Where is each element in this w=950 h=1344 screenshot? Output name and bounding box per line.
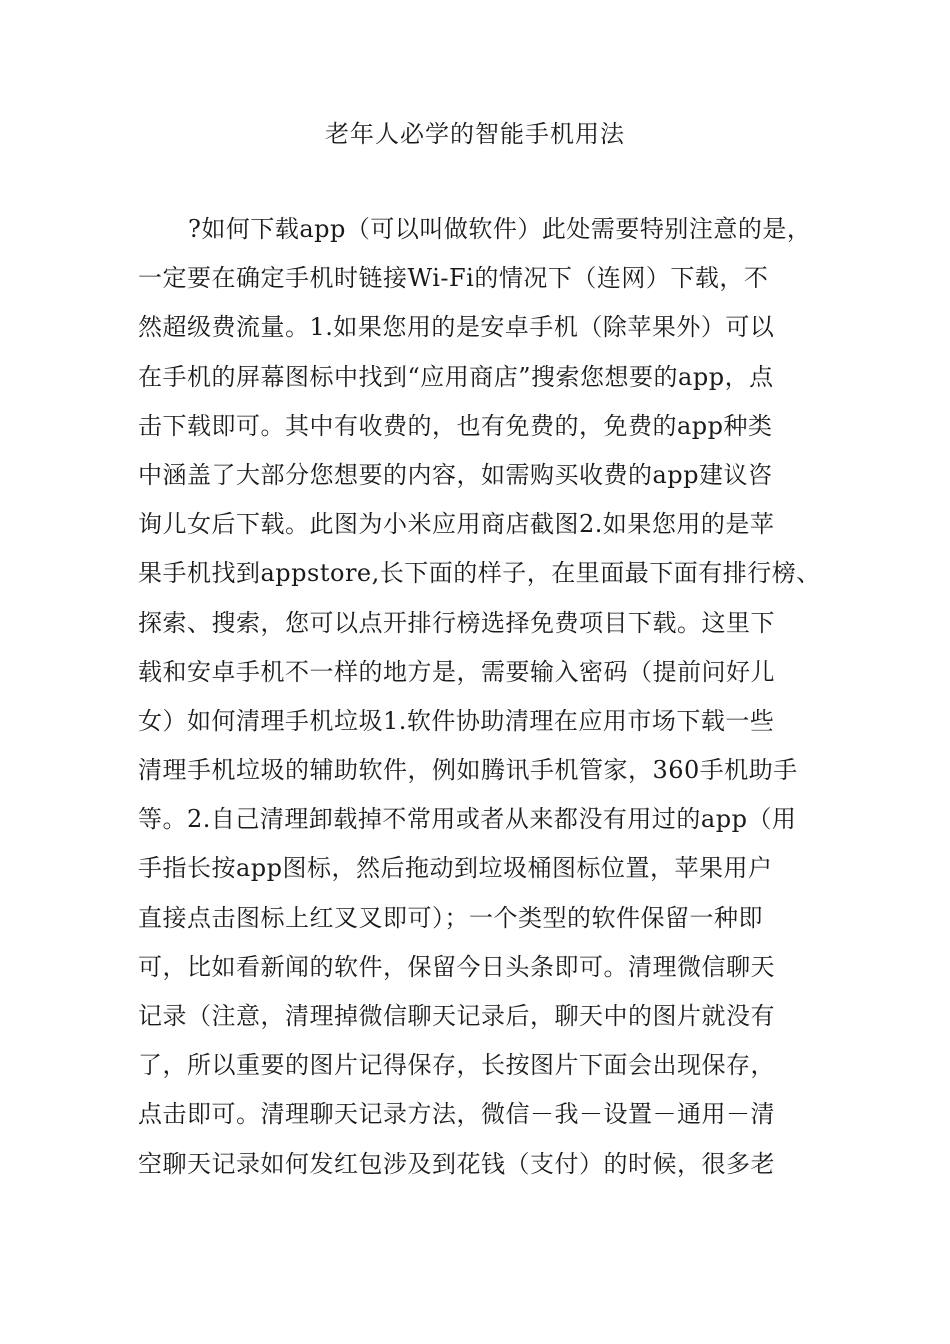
body-line: 果手机找到appstore,长下面的样子，在里面最下面有排行榜、 — [138, 559, 821, 588]
body-line: 空聊天记录如何发红包涉及到花钱（支付）的时候，很多老 — [138, 1149, 775, 1178]
body-line: 可，比如看新闻的软件，保留今日头条即可。清理微信聊天 — [138, 952, 775, 981]
body-line: 直接点击图标上红叉叉即可）；一个类型的软件保留一种即 — [138, 903, 763, 932]
body-line: 手指长按app图标，然后拖动到垃圾桶图标位置，苹果用户 — [138, 854, 773, 883]
body-line: 记录（注意，清理掉微信聊天记录后，聊天中的图片就没有 — [138, 1002, 775, 1030]
body-line: 女）如何清理手机垃圾1.软件协助清理在应用市场下载一些 — [138, 706, 775, 735]
body-line: 探索、搜索，您可以点开排行榜选择免费项目下载。这里下 — [138, 608, 775, 637]
body-line: 点击即可。清理聊天记录方法，微信－我－设置－通用－清 — [138, 1100, 775, 1129]
body-line: 了，所以重要的图片记得保存，长按图片下面会出现保存， — [138, 1051, 775, 1080]
body-line: 一定要在确定手机时链接Wi-Fi的情况下（连网）下载，不 — [138, 264, 769, 293]
body-line: 清理手机垃圾的辅助软件，例如腾讯手机管家，360手机助手 — [138, 756, 798, 785]
body-line: 击下载即可。其中有收费的，也有免费的，免费的app种类 — [138, 411, 773, 440]
document-body — [138, 205, 858, 1189]
body-line: 等。2.自己清理卸载掉不常用或者从来都没有用过的app（用 — [138, 805, 797, 834]
body-line: 然超级费流量。1.如果您用的是安卓手机（除苹果外）可以 — [138, 313, 775, 342]
body-line: 中涵盖了大部分您想要的内容，如需购买收费的app建议咨 — [138, 460, 773, 489]
body-line: 询儿女后下载。此图为小米应用商店截图2.如果您用的是苹 — [138, 510, 775, 539]
body-line: 在手机的屏幕图标中找到“应用商店”搜索您想要的app，点 — [138, 362, 774, 391]
body-line: ?如何下载app（可以叫做软件）此处需要特别注意的是， — [188, 215, 812, 243]
document-title: 老年人必学的智能手机用法 — [325, 120, 625, 148]
body-line: 载和安卓手机不一样的地方是，需要输入密码（提前问好儿 — [138, 657, 775, 686]
